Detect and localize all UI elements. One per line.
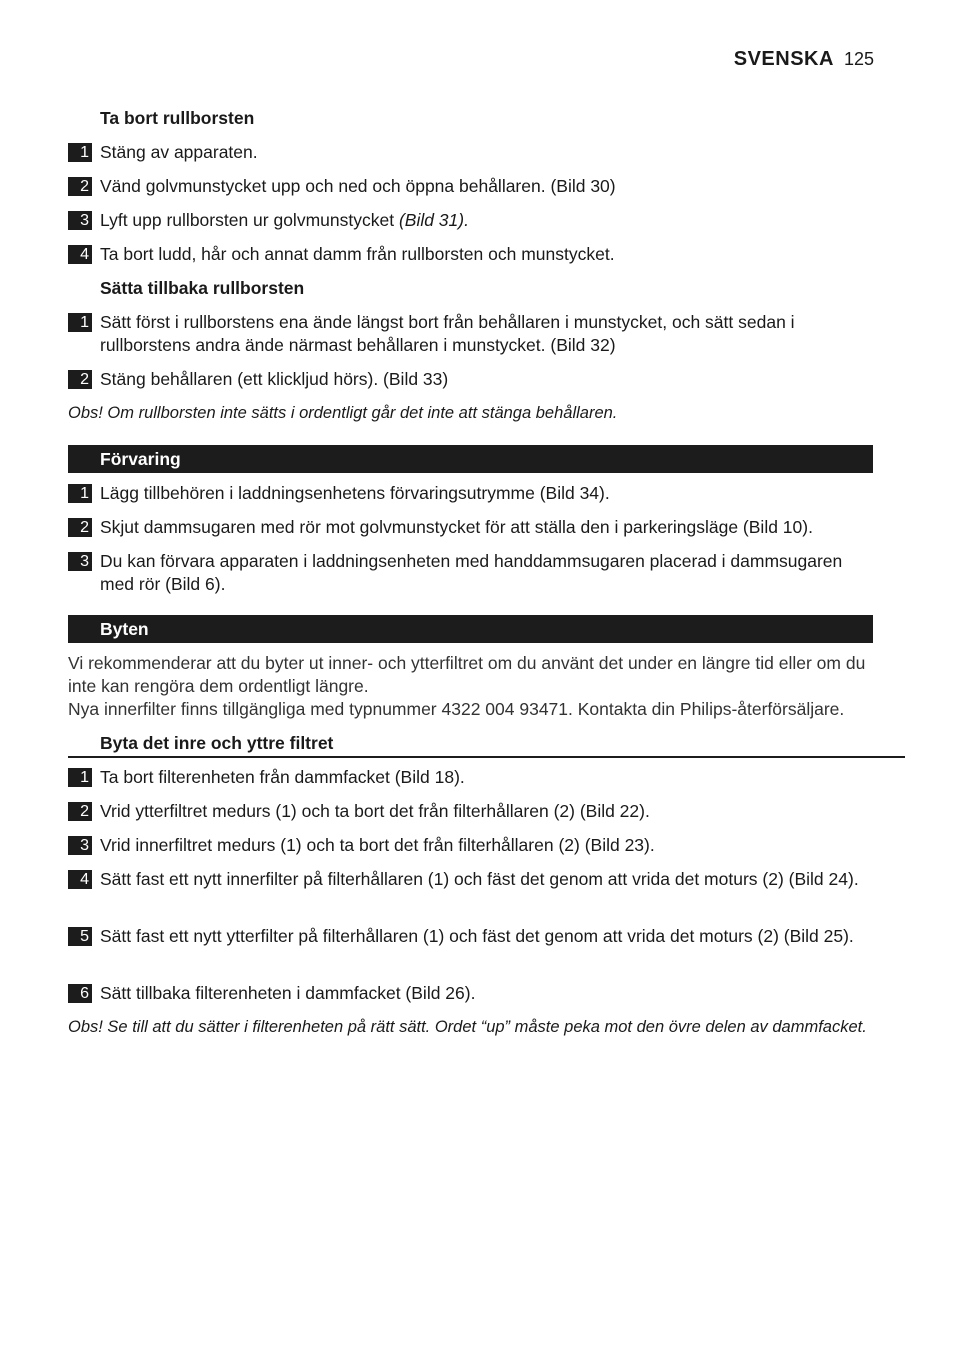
section-heading-storage: Förvaring bbox=[68, 445, 873, 473]
step-number: 3 bbox=[68, 211, 92, 230]
step-number: 2 bbox=[68, 518, 92, 537]
step-filter-4 bbox=[68, 868, 873, 891]
subheading-replace-filters: Byta det inre och yttre filtret bbox=[68, 732, 905, 758]
step-filter-1 bbox=[68, 766, 873, 789]
step-storage-2 bbox=[68, 516, 873, 539]
note-filters: Obs! Se till att du sätter i filterenheten på rätt sätt. Ordet “up” måste peka mot den övre delen av dammfacket. bbox=[68, 1018, 867, 1036]
page-number: 125 bbox=[843, 49, 874, 69]
step-text: Ta bort ludd, hår och annat damm från rullborsten och munstycket. bbox=[100, 244, 615, 264]
step-number: 1 bbox=[68, 768, 92, 787]
step-number: 5 bbox=[68, 927, 92, 946]
step-text: Sätt fast ett nytt innerfilter på filterhållaren (1) och fäst det genom att vrida det moturs (2) (Bild 24). bbox=[100, 869, 859, 889]
subheading-remove-brush: Ta bort rullborsten bbox=[100, 108, 255, 128]
step-text: Sätt tillbaka filterenheten i dammfacket (Bild 26). bbox=[100, 983, 476, 1003]
step-text: Lägg tillbehören i laddningsenhetens förvaringsutrymme (Bild 34). bbox=[100, 483, 610, 503]
note-refit: Obs! Om rullborsten inte sätts i ordentligt går det inte att stänga behållaren. bbox=[68, 404, 618, 422]
step-text: Vänd golvmunstycket upp och ned och öppna behållaren. (Bild 30) bbox=[100, 176, 616, 196]
replacement-paragraph-order: Nya innerfilter finns tillgängliga med typnummer 4322 004 93471. Kontakta din Philips-återförsäljare. bbox=[68, 699, 845, 719]
step-number: 4 bbox=[68, 870, 92, 889]
step-text: Sätt först i rullborstens ena ände längst bort från behållaren i munstycket, och sätt sedan i rullborstens andra ände närmast behållaren i munstycket. (Bild 32) bbox=[100, 312, 795, 355]
step-refit-1 bbox=[68, 311, 873, 357]
step-number: 2 bbox=[68, 802, 92, 821]
step-remove-3 bbox=[68, 209, 873, 232]
step-number: 6 bbox=[68, 984, 92, 1003]
step-filter-6 bbox=[68, 982, 873, 1005]
step-text: Stäng behållaren (ett klickljud hörs). (Bild 33) bbox=[100, 369, 449, 389]
step-storage-3 bbox=[68, 550, 873, 596]
step-text: Ta bort filterenheten från dammfacket (Bild 18). bbox=[100, 767, 465, 787]
step-number: 2 bbox=[68, 177, 92, 196]
step-remove-1 bbox=[68, 141, 873, 164]
step-text: Du kan förvara apparaten i laddningsenheten med handdammsugaren placerad i dammsugaren med rör (Bild 6). bbox=[100, 551, 843, 594]
step-number: 1 bbox=[68, 313, 92, 332]
step-text: Skjut dammsugaren med rör mot golvmunstycket för att ställa den i parkeringsläge (Bild 10). bbox=[100, 517, 813, 537]
step-text: Stäng av apparaten. bbox=[100, 142, 258, 162]
language-label: SVENSKA bbox=[733, 48, 834, 70]
step-text: Vrid ytterfiltret medurs (1) och ta bort det från filterhållaren (2) (Bild 22). bbox=[100, 801, 650, 821]
step-text: Lyft upp rullborsten ur golvmunstycket bbox=[100, 210, 399, 230]
step-number: 3 bbox=[68, 552, 92, 571]
section-heading-replacement: Byten bbox=[68, 615, 873, 643]
step-storage-1 bbox=[68, 482, 873, 505]
step-remove-4 bbox=[68, 243, 873, 266]
step-filter-3 bbox=[68, 834, 873, 857]
replacement-paragraph: Vi rekommenderar att du byter ut inner- och ytterfiltret om du använt det under en längre tid eller om du inte kan rengöra dem ordentligt längre. bbox=[68, 653, 866, 696]
step-text: Sätt fast ett nytt ytterfilter på filterhållaren (1) och fäst det genom att vrida det moturs (2) (Bild 25). bbox=[100, 926, 854, 946]
step-number: 2 bbox=[68, 370, 92, 389]
step-refit-2 bbox=[68, 368, 873, 391]
step-number: 1 bbox=[68, 143, 92, 162]
step-number: 3 bbox=[68, 836, 92, 855]
figure-reference: (Bild 31). bbox=[398, 210, 469, 230]
subheading-refit-brush: Sätta tillbaka rullborsten bbox=[100, 278, 305, 298]
step-remove-2 bbox=[68, 175, 873, 198]
step-number: 1 bbox=[68, 484, 92, 503]
page-header bbox=[734, 48, 874, 71]
step-text: Vrid innerfiltret medurs (1) och ta bort det från filterhållaren (2) (Bild 23). bbox=[100, 835, 655, 855]
step-filter-2 bbox=[68, 800, 873, 823]
step-filter-5 bbox=[68, 925, 873, 948]
step-number: 4 bbox=[68, 245, 92, 264]
